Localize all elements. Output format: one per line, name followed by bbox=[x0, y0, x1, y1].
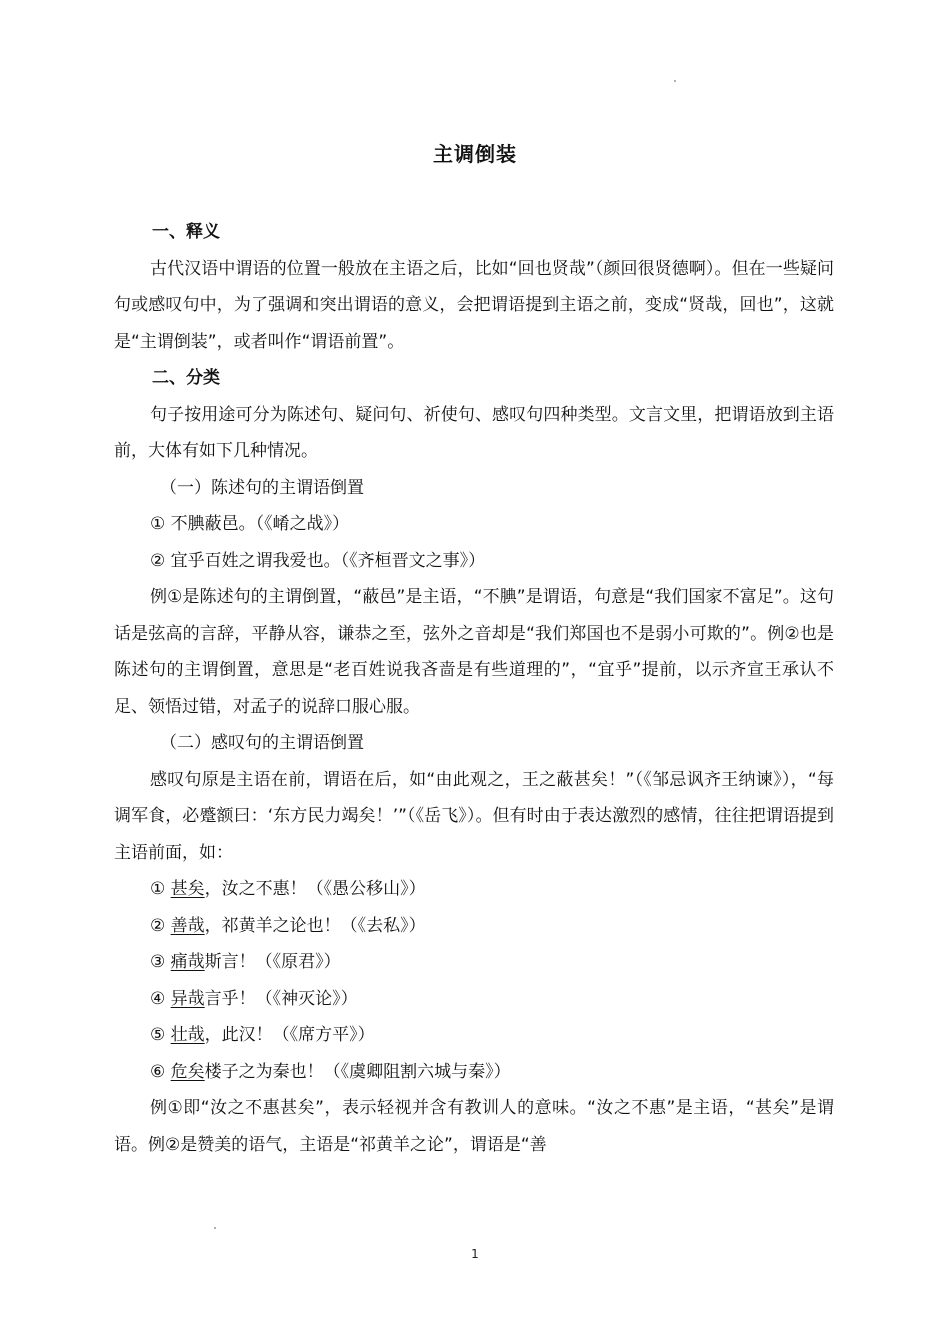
example-item bbox=[114, 1017, 834, 1054]
classification-paragraph: 句子按用途可分为陈述句、疑问句、祈使句、感叹句四种类型。文言文里，把谓语放到主语前，大体有如下几种情况。 bbox=[114, 404, 834, 461]
subsection-heading-exclamatory: （二）感叹句的主谓语倒置 bbox=[160, 733, 364, 753]
example-item: ① 不腆蔽邑。（《崤之战》） bbox=[150, 514, 350, 534]
declarative-explanation-paragraph: 例①是陈述句的主谓倒置，“蔽邑”是主语，“不腆”是谓语，句意是“我们国家不富足”。这句话是弦高的言辞，平静从容，谦恭之至，弦外之音却是“我们郑国也不是弱小可欺的”。例②也是陈述句的主谓倒置，意思是“老百姓说我吝啬是有些道理的”，“宜乎”提前，以示齐宣王承认不足、领悟过错，对孟子的说辞口服心服。 bbox=[114, 587, 834, 717]
subsection-heading-declarative: （一）陈述句的主谓语倒置 bbox=[160, 477, 364, 498]
example-rest: 言乎！（《神灭论》） bbox=[204, 988, 358, 1009]
example-number: ③ bbox=[150, 952, 166, 972]
example-number: ① bbox=[150, 879, 166, 899]
predicate-underlined: 危矣 bbox=[170, 1061, 205, 1082]
example-rest: ，汝之不惠！（《愚公移山》） bbox=[204, 879, 426, 899]
exclamatory-intro-paragraph: 感叹句原是主语在前，谓语在后，如“由此观之，王之蔽甚矣！”（《邹忌讽齐王纳谏》），“每调军食，必蹙额曰：‘东方民力竭矣！’”（《岳飞》）。但有时由于表达激烈的感情，往往把谓语提到主语前面，如： bbox=[114, 769, 834, 863]
example-number: ② bbox=[150, 915, 166, 936]
example-item bbox=[114, 944, 834, 981]
predicate-underlined: 壮哉 bbox=[170, 1025, 205, 1045]
example-number: ⑤ bbox=[150, 1025, 166, 1045]
example-number: ⑥ bbox=[150, 1061, 166, 1082]
page-number: 1 bbox=[471, 1247, 479, 1261]
exclamatory-explanation-paragraph: 例①即“汝之不惠甚矣”，表示轻视并含有教训人的意味。“汝之不惠”是主语，“甚矣”是谓语。例②是赞美的语气，主语是“祁黄羊之论”，谓语是“善 bbox=[114, 1098, 834, 1155]
example-item bbox=[114, 1054, 834, 1091]
example-rest: ，此汉！（《席方平》） bbox=[204, 1025, 375, 1045]
scan-speck bbox=[214, 1227, 216, 1229]
definition-paragraph: 古代汉语中谓语的位置一般放在主语之后，比如“回也贤哉”（颜回很贤德啊）。但在一些疑问句或感叹句中，为了强调和突出谓语的意义，会把谓语提到主语之前，变成“贤哉，回也”，这就是“主谓倒装”，或者叫作“谓语前置”。 bbox=[114, 258, 834, 352]
section-heading-classification: 二、分类 bbox=[152, 368, 220, 388]
example-item: ② 宜乎百姓之谓我爱也。（《齐桓晋文之事》） bbox=[150, 550, 486, 571]
example-item bbox=[114, 981, 834, 1018]
section-heading-definition: 一、释义 bbox=[152, 222, 220, 242]
example-rest: 楼子之为秦也！（《虞卿阻割六城与秦》） bbox=[204, 1061, 511, 1082]
example-rest: 斯言！（《原君》） bbox=[204, 952, 341, 972]
example-rest: ，祁黄羊之论也！（《去私》） bbox=[204, 915, 426, 936]
example-item bbox=[114, 871, 834, 908]
document-title: 主调倒装 bbox=[433, 142, 517, 166]
predicate-underlined: 善哉 bbox=[170, 915, 205, 936]
example-number: ④ bbox=[150, 988, 166, 1009]
example-item bbox=[114, 908, 834, 945]
predicate-underlined: 甚矣 bbox=[170, 879, 205, 899]
predicate-underlined: 异哉 bbox=[170, 988, 205, 1009]
predicate-underlined: 痛哉 bbox=[170, 952, 205, 972]
scan-speck bbox=[674, 80, 676, 82]
document-body bbox=[114, 214, 834, 1163]
